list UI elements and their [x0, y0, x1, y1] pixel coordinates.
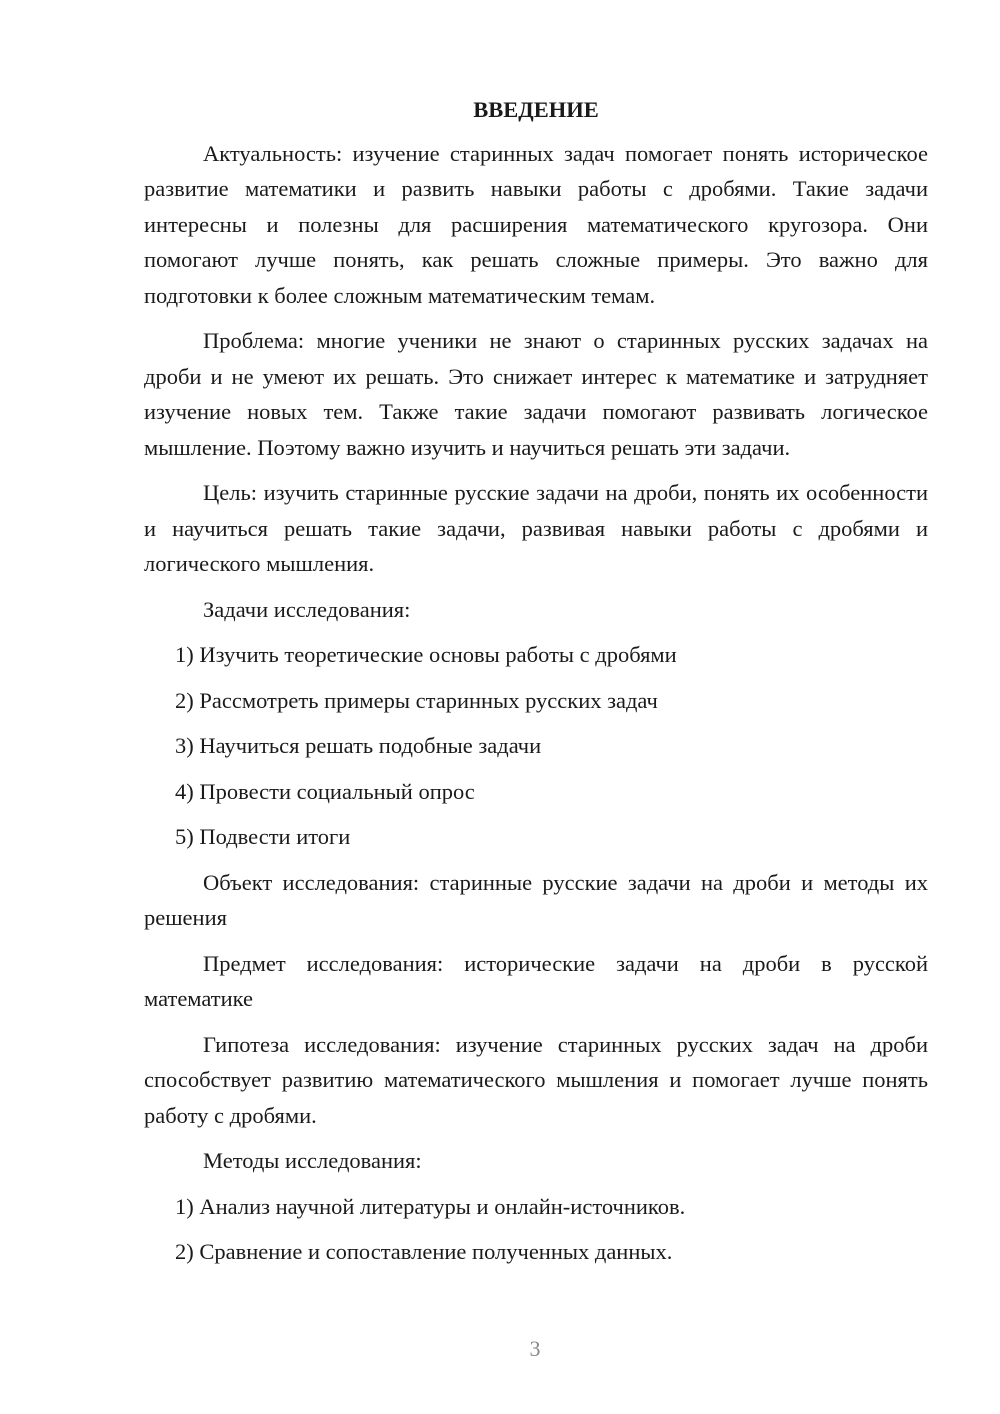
list-item: 5) Подвести итоги	[175, 824, 351, 849]
problem-paragraph: Проблема: многие ученики не знают о старинных русских задачах на дроби и не умеют их решать. Это снижает интерес к математике и затрудняет изучение новых тем. Также такие задачи помогают развивать логическое мышление. Поэтому важно изучить и научиться решать эти задачи.	[144, 328, 928, 460]
page-content	[144, 92, 928, 1280]
list-item: 2) Рассмотреть примеры старинных русских задач	[175, 687, 658, 713]
list-item: 2) Сравнение и сопоставление полученных данных.	[175, 1239, 673, 1264]
relevance-paragraph: Актуальность: изучение старинных задач помогает понять историческое развитие математики и развить навыки работы с дробями. Такие задачи интересны и полезны для расширения математического кругозора. Они помогают лучше понять, как решать сложные примеры. Это важно для подготовки к более сложным математическим темам.	[144, 140, 928, 308]
page-title: ВВЕДЕНИЕ	[473, 97, 599, 122]
methods-list	[144, 1189, 928, 1270]
tasks-list	[144, 637, 928, 855]
list-item: 4) Провести социальный опрос	[175, 778, 475, 804]
page-number: 3	[529, 1336, 541, 1361]
methods-heading: Методы исследования:	[203, 1148, 422, 1173]
list-item: 1) Анализ научной литературы и онлайн-источников.	[175, 1193, 686, 1219]
object-paragraph: Объект исследования: старинные русские задачи на дроби и методы их решения	[144, 869, 928, 930]
subject-paragraph: Предмет исследования: исторические задачи на дроби в русской математике	[144, 950, 928, 1011]
goal-paragraph: Цель: изучить старинные русские задачи на дроби, понять их особенности и научиться решать такие задачи, развивая навыки работы с дробями и логического мышления.	[144, 480, 928, 576]
hypothesis-paragraph: Гипотеза исследования: изучение старинных русских задач на дроби способствует развитию математического мышления и помогает лучше понять работу с дробями.	[144, 1031, 928, 1128]
tasks-heading: Задачи исследования:	[203, 596, 411, 622]
list-item: 3) Научиться решать подобные задачи	[175, 733, 542, 758]
list-item: 1) Изучить теоретические основы работы с дробями	[175, 642, 677, 667]
